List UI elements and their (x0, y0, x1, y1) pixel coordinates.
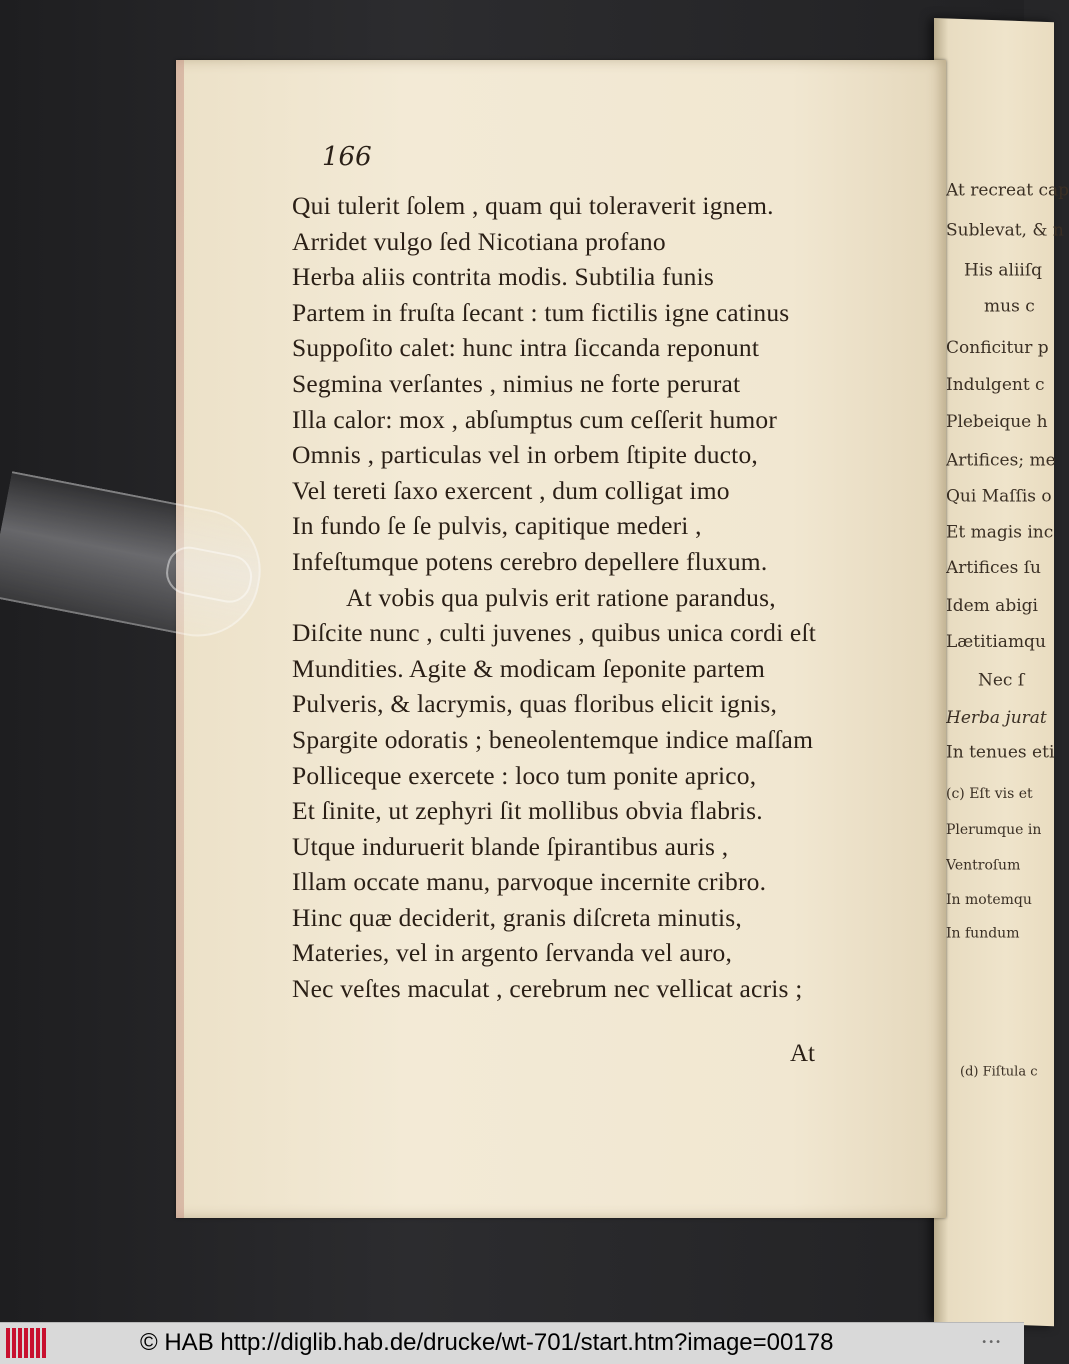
facing-line: In tenues eti (946, 742, 1055, 763)
facing-line: Herba jurat (946, 708, 1047, 729)
verse-line: At vobis qua pulvis erit ratione parandus, (346, 582, 776, 612)
verse-line: Infeſtumque potens cerebro depellere fluxum. (292, 546, 768, 576)
facing-line: In motemqu (946, 891, 1032, 908)
facing-line: Qui Maſſis o (946, 486, 1052, 507)
facing-page (934, 18, 1069, 1326)
verse-block (292, 188, 932, 1007)
catchword: At (790, 1040, 815, 1067)
facing-line: Indulgent c (946, 375, 1045, 396)
verse-line: Utque induruerit blande ſpirantibus auris , (292, 831, 729, 861)
facing-line: Nec ſ (978, 670, 1025, 691)
facing-line: Artifices ſu (946, 558, 1041, 579)
more-icon[interactable]: ••• (981, 1337, 1002, 1348)
verse-line: Materies, vel in argento ſervanda vel auro, (292, 938, 733, 968)
facing-line: At recreat cap (946, 180, 1069, 201)
verse-line: Diſcite nunc , culti juvenes , quibus unica cordi eſt (292, 618, 817, 648)
verse-line: Illam occate manu, parvoque incernite cribro. (292, 867, 767, 897)
verse-line: Segmina verſantes , nimius ne forte perurat (292, 368, 741, 398)
verse-line: Vel tereti ſaxo exercent , dum colligat imo (292, 475, 730, 505)
facing-line: (c) Eſt vis et (946, 785, 1033, 802)
book-page (176, 60, 946, 1218)
hab-logo-icon[interactable] (6, 1328, 46, 1358)
verse-line: Polliceque exercete : loco tum ponite aprico, (292, 760, 757, 790)
facing-line: In fundum (946, 925, 1020, 942)
copyright-link[interactable]: © HAB http://diglib.hab.de/drucke/wt-701/start.htm?image=00178 (140, 1329, 834, 1356)
facing-line: Idem abigi (946, 596, 1038, 617)
verse-line: Herba aliis contrita modis. Subtilia funis (292, 262, 715, 292)
verse-line: Pulveris, & lacrymis, quas floribus elicit ignis, (292, 689, 778, 719)
facing-line: Plebeique h (946, 412, 1048, 433)
page-number: 166 (322, 142, 372, 172)
facing-line: Plerumque in (946, 822, 1042, 839)
verse-line: Et ſinite, ut zephyri ſit mollibus obvia flabris. (292, 796, 763, 826)
glass-clip-tip (162, 543, 256, 607)
verse-line: Omnis , particulas vel in orbem ſtipite ducto, (292, 440, 758, 470)
facing-line: His aliiſq (964, 260, 1043, 281)
verse-line: Partem in fruſta ſecant : tum fictilis igne catinus (292, 297, 790, 327)
facing-line: Artifices; me (946, 450, 1056, 471)
verse-line: Suppoſito calet: hunc intra ſiccanda reponunt (292, 333, 760, 363)
facing-line: Ventroſum (946, 857, 1021, 874)
verse-line: Hinc quæ deciderit, granis diſcreta minutis, (292, 902, 742, 932)
facing-line: Lætitiamqu (946, 632, 1046, 653)
verse-line: Qui tulerit ſolem , quam qui toleraverit ignem. (292, 191, 774, 220)
facing-line: Sublevat, & n (946, 220, 1064, 241)
verse-line: Nec veſtes maculat , cerebrum nec vellicat acris ; (292, 974, 803, 1004)
verse-line: Arridet vulgo ſed Nicotiana profano (292, 226, 666, 256)
verse-line: Spargite odoratis ; beneolentemque indice maſſam (292, 724, 814, 754)
footer-bar (0, 1322, 1024, 1364)
verse-line: Illa calor: mox , abſumptus cum ceſſerit humor (292, 404, 778, 434)
verse-line: Mundities. Agite & modicam ſeponite partem (292, 653, 765, 683)
facing-line: (d) Fiſtula c (960, 1064, 1038, 1080)
verse-line: In fundo ſe ſe pulvis, capitique mederi , (292, 511, 702, 541)
facing-line: Conficitur p (946, 338, 1049, 359)
facing-line: Et magis inc (946, 522, 1054, 543)
facing-line: mus c (984, 296, 1035, 317)
